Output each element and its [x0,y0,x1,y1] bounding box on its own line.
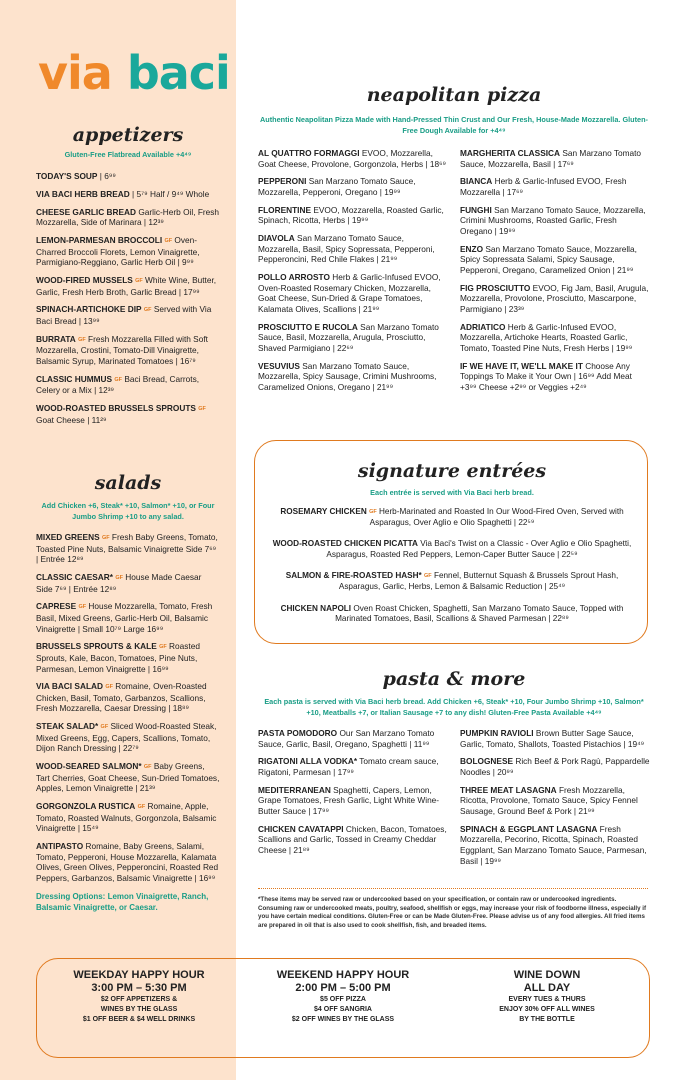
menu-item [460,785,650,817]
menu-item [258,148,448,169]
pizza-title: neapolitan pizza [366,84,542,106]
pizza-section [258,84,650,400]
entrees-list [272,507,632,625]
hh-line: $4 OFF SANGRIA [314,1006,372,1013]
menu-item-desc: Herb & Garlic-Infused EVOO, Fresh Mozzarella | 17⁶⁹ [460,176,627,197]
menu-item [460,283,650,315]
menu-item [258,233,448,265]
menu-item [36,189,220,200]
pasta-note: Each pasta is served with Via Baci herb bread. Add Chicken +6, Steak* +10, Four Jumbo Shrimp +10, Salmon* +10, Meatballs +7, or Italian Sausage +7 to any dish! Gluten-Free Pasta Available +4⁴⁹ [264,697,644,717]
menu-item-name: POLLO ARROSTO [258,272,330,283]
gluten-free-badge: GF [424,573,432,580]
pasta-title: pasta & more [382,668,526,690]
menu-item-name: PROSCIUTTO E RUCOLA [258,321,358,332]
gluten-free-badge: GF [135,277,143,284]
menu-item-name: MEDITERRANEAN [258,784,331,795]
menu-item [36,374,220,396]
gluten-free-badge: GF [369,509,377,515]
menu-item [258,785,448,817]
menu-item [36,841,220,883]
menu-item-name: WOOD-ROASTED CHICKEN PICATTA [272,539,418,549]
menu-item-desc: Goat Cheese | 11²⁹ [36,414,107,425]
menu-item-desc: House Made Caesar Side 7⁶⁹ | Entrée 12⁸⁹ [36,571,202,594]
happy-hour-box [36,958,650,1058]
menu-item-name: VIA BACI HERB BREAD [36,188,130,199]
brand-logo [38,46,230,100]
happy-hour-weekday [37,959,241,1057]
menu-item-name: ANTIPASTO [36,841,84,852]
salads-list [36,532,220,884]
menu-item [36,304,220,326]
gluten-free-badge: GF [164,237,173,244]
menu-item-desc: Spaghetti, Capers, Lemon, Grape Tomatoes, Fresh Garlic, Light White Wine-Butter Sauce | 17⁹⁹ [258,784,440,816]
menu-item-name: BIANCA [460,176,493,187]
menu-item-desc: Via Baci's Twist on a Classic - Over Aglio e Olio Spaghetti, Asparagus, Roasted Red Peppers, Lemon-Caper Butter Sauce | 22⁵⁹ [326,539,632,559]
menu-item-desc: San Marzano Tomato Sauce, Mozzarella, Spicy Sausage, Crimini Mushrooms, Caramelized Onions, Oregano | 21⁹⁹ [258,360,437,392]
menu-item [460,361,650,393]
menu-item-name: PEPPERONI [258,176,307,187]
menu-item-name: ROSEMARY CHICKEN [280,507,367,516]
menu-item-name: MARGHERITA CLASSICA [460,148,561,158]
menu-item-desc: EVOO, Mozzarella, Roasted Garlic, Spinach, Ricotta, Herbs | 19⁹⁹ [258,204,444,226]
gluten-free-badge: GF [115,574,123,581]
menu-item-name: BRUSSELS SPROUTS & KALE [36,641,157,652]
menu-item-desc: Roasted Sprouts, Kale, Bacon, Tomatoes, Pine Nuts, Parmesan, Lemon Vinaigrette | 16⁹⁹ [36,641,200,674]
gluten-free-badge: GF [105,684,113,691]
appetizers-section [36,124,220,432]
menu-item-name: RIGATONI ALLA VODKA* [258,756,358,767]
salads-title: salads [94,472,162,494]
menu-item-name: FUNGHI [460,204,492,215]
hh-line: $5 OFF PIZZA [320,996,366,1003]
menu-item [258,361,448,393]
hh-title: WEEKEND HAPPY HOUR [276,969,410,981]
menu-item-name: CHEESE GARLIC BREAD [36,206,137,217]
menu-item-desc: Tomato cream sauce, Rigatoni, Parmesan | 17⁹⁹ [258,756,439,777]
menu-item-name: CAPRESE [36,601,77,612]
menu-item-desc: San Marzano Tomato Sauce, Basil, Mozzarella, Arugula, Prosciutto, Shaved Parmigiano | 22⁶⁹ [258,321,439,353]
menu-item [272,604,632,625]
menu-item [460,824,650,866]
menu-item-desc: Herb & Garlic-Infused EVOO, Mozzarella, Artichoke Hearts, Roasted Garlic, Tomato, Toasted Pine Nuts, Fresh Herbs | 19⁹⁹ [460,321,633,353]
hh-time: ALL DAY [523,982,571,994]
menu-item-name: WOOD-SEARED SALMON* [36,761,142,772]
menu-item-name: ENZO [460,243,484,254]
menu-item-name: BURRATA [36,333,76,344]
menu-item [272,507,632,528]
gluten-free-badge: GF [143,307,152,314]
menu-item-desc: Herb-Marinated and Roasted In Our Wood-Fired Oven, Served with Asparagus, Over Aglio e Olio Spaghetti | 22⁵⁹ [369,507,624,527]
menu-item [460,756,650,777]
hh-line: $2 OFF WINES BY THE GLASS [291,1016,395,1023]
menu-item [36,641,220,674]
hh-line: $1 OFF BEER & $4 WELL DRINKS [82,1016,196,1023]
menu-item-desc: San Marzano Tomato Sauce, Mozzarella, Basil, Spicy Sopressata, Pepperoni, Pepperoncini, Red Chile Flakes | 21⁹⁹ [258,233,435,265]
gluten-free-badge: GF [159,644,167,651]
menu-item [36,721,220,754]
menu-item-name: TODAY'S SOUP [36,171,98,181]
happy-hour-weekend [241,959,445,1057]
menu-item-desc: Rich Beef & Pork Ragù, Pappardelle Noodles | 20⁹⁹ [460,756,650,777]
menu-item-desc: Fresh Baby Greens, Tomato, Toasted Pine Nuts, Balsamic Vinaigrette Side 7⁶⁹ | Entrée 12⁸⁹ [36,532,218,565]
menu-item-name: SPINACH & EGGPLANT LASAGNA [460,823,598,834]
menu-item [460,244,650,276]
menu-item-desc: Served with Via Baci Bread | 13⁹⁹ [36,304,212,326]
menu-item-name: FLORENTINE [258,204,312,215]
menu-item [272,539,632,560]
gluten-free-badge: GF [78,604,87,611]
menu-item [36,761,220,794]
salads-note: Add Chicken +6, Steak* +10, Salmon* +10, or Four Jumbo Shrimp +10 to any salad. [41,501,215,521]
menu-item-desc: Romaine, Apple, Tomato, Roasted Walnuts, Gorgonzola, Balsamic Vinaigrette | 15⁴⁹ [36,801,217,834]
menu-item-desc: | 6⁹⁹ [97,171,116,181]
brand-via: via [38,46,112,100]
menu-item-name: SALMON & FIRE-ROASTED HASH* [285,571,422,581]
menu-item [36,532,220,565]
hh-line: $2 OFF APPETIZERS & [100,996,178,1003]
menu-item-name: FIG PROSCIUTTO [460,282,531,293]
entrees-section [272,460,632,636]
appetizers-title: appetizers [72,124,184,146]
menu-item-desc: White Wine, Butter, Garlic, Fresh Herb Broth, Garlic Bread | 17⁹⁹ [36,274,217,297]
menu-item-desc: San Marzano Tomato Sauce, Mozzarella, Basil | 17⁶⁹ [460,148,642,169]
menu-item [460,322,650,354]
menu-item-desc: Choose Any Toppings To Make it Your Own | 16⁹⁹ Add Meat +3⁹⁹ Cheese +2⁹⁹ or Veggies +2⁴⁹ [460,360,632,392]
menu-item [460,728,650,749]
menu-item-name: GORGONZOLA RUSTICA [36,801,136,812]
menu-item-desc: Herb & Garlic-Infused EVOO, Oven-Roasted Rosemary Chicken, Mozzarella, Goat Cheese, Sun-Dried & Grape Tomatoes, Kalamata Olives, Scallions | 21⁹⁹ [258,272,441,314]
menu-item [36,275,220,297]
menu-item-desc: Romaine, Baby Greens, Salami, Tomato, Pepperoni, House Mozzarella, Kalamata Olives, Green Olives, Pepperoncini, Roasted Red Peppers, Garbanzos, Balsamic Vinaigrette | 16⁹⁹ [36,841,219,883]
menu-item [36,801,220,834]
pasta-list-left [258,728,448,873]
wine-down [445,959,649,1057]
menu-item [36,207,220,228]
menu-item [36,572,220,594]
menu-item-desc: San Marzano Tomato Sauce, Mozzarella, Spicy Sopressata Salami, Spicy Sausage, Pepperoni, Oregano, Caramelized Onion | 21⁹⁹ [460,243,637,275]
entrees-note: Each entrée is served with Via Baci herb bread. [370,488,534,497]
gluten-free-badge: GF [114,376,123,383]
menu-item-desc: Sliced Wood-Roasted Steak, Mixed Greens, Egg, Capers, Scallions, Tomato, Dijon Ranch Dressing | 22⁷⁹ [36,721,217,754]
menu-item [460,205,650,237]
menu-item-desc: | 5⁷⁹ Half / 9⁴⁹ Whole [129,188,210,199]
menu-item-desc: EVOO, Mozzarella, Goat Cheese, Provolone, Gorgonzola, Herbs | 18⁶⁹ [258,148,447,169]
menu-item-desc: EVOO, Fig Jam, Basil, Arugula, Mozzarella, Provolone, Prosciutto, Mascarpone, Parmigiano | 23³⁹ [460,282,649,314]
menu-item [258,824,448,856]
appetizers-note: Gluten-Free Flatbread Available +4⁴⁹ [64,150,192,159]
menu-item [36,171,220,182]
menu-item-name: WOOD-FIRED MUSSELS [36,274,133,285]
pizza-list-left [258,148,448,400]
gluten-free-badge: GF [198,406,206,412]
pasta-list-right [460,728,650,873]
menu-item-desc: Baci Bread, Carrots, Celery or a Mix | 12³⁹ [36,373,200,396]
menu-item-name: SPINACH-ARTICHOKE DIP [36,304,142,315]
appetizers-list [36,171,220,425]
menu-item-desc: Brown Butter Sage Sauce, Garlic, Tomato, Shallots, Toasted Pistachios | 19⁴⁹ [460,728,645,749]
hh-line: ENJOY 30% OFF ALL WINES [499,1006,595,1013]
menu-item [36,601,220,634]
disclaimer-divider [258,888,648,889]
menu-item-name: CHICKEN CAVATAPPI [258,823,344,834]
menu-item-desc: San Marzano Tomato Sauce, Mozzarella, Pepperoni, Oregano | 19⁹⁹ [258,176,416,197]
menu-item [258,728,448,749]
menu-item-name: AL QUATTRO FORMAGGI [258,148,360,158]
menu-item-desc: House Mozzarella, Tomato, Fresh Basil, Mixed Greens, Garlic-Herb Oil, Balsamic Vinaigrette | Small 10⁷⁹ Large 16⁹⁹ [36,601,213,634]
menu-item-desc: Oven-Charred Broccoli Florets, Lemon Vinaigrette, Parmigiano-Reggiano, Garlic Herb Oil | 9⁹⁹ [36,234,200,268]
menu-item [258,322,448,354]
menu-item-name: DIAVOLA [258,233,295,244]
disclaimer: *These items may be served raw or undercooked based on your specification, or contain raw or undercooked ingredients. Consuming raw or undercooked meats, poultry, seafood, shellfish or eggs, may increase your risk of foodborne illness, especially if you have certain medical conditions. Gluten-Free or can be Made Gluten-Free. Please advise us of any food allergies. All fried items are prepared in oil that is also used to cook shellfish, fish, and breaded items. [258,896,647,929]
dressing-options: Dressing Options: Lemon Vinaigrette, Ranch, Balsamic Vinaigrette, or Caesar. [36,891,209,912]
menu-item-name: CLASSIC HUMMUS [36,373,113,384]
hh-time: 3:00 PM – 5:30 PM [91,982,187,994]
hh-time: 2:00 PM – 5:00 PM [295,982,391,994]
menu-item [36,403,220,425]
menu-item-name: VIA BACI SALAD [36,681,103,692]
hh-line: EVERY TUES & THURS [508,996,586,1003]
menu-item-desc: Fresh Mozzarella, Ricotta, Provolone, Tomato Sauce, Spicy Fennel Sausage, Ground Beef & Pork | 21⁹⁹ [460,784,638,816]
menu-item-name: ADRIATICO [460,321,506,332]
gluten-free-badge: GF [143,764,152,771]
menu-item [36,334,220,367]
menu-item-desc: Fresh Mozzarella, Pecorino, Ricotta, Spinach, Roasted Eggplant, San Marzano Tomato Sauce, Parmesan, Basil | 19⁹⁹ [460,823,647,866]
menu-item-name: CHICKEN NAPOLI [280,603,352,613]
entrees-title: signature entrées [357,460,547,482]
menu-item-desc: Fresh Mozzarella Filled with Soft Mozzarella, Crostini, Tomato-Dill Vinaigrette, Balsamic Syrup, Marinated Tomatoes | 16⁷⁹ [36,333,208,366]
menu-item-name: LEMON-PARMESAN BROCCOLI [36,234,163,245]
menu-item-desc: Our San Marzano Tomato Sauce, Garlic, Basil, Oregano, Spaghetti | 11⁹⁹ [258,728,435,749]
menu-item [460,176,650,197]
menu-item-desc: Baby Greens, Tart Cherries, Goat Cheese, Sun-Dried Tomatoes, Apples, Lemon Vinaigrette | 21³⁹ [36,761,220,794]
menu-item-desc: Romaine, Oven-Roasted Chicken, Basil, Tomato, Garbanzos, Scallions, Fresh Mozzarella, Caesar Dressing | 18⁸⁹ [36,681,207,714]
hh-title: WEEKDAY HAPPY HOUR [73,969,205,981]
gluten-free-badge: GF [101,535,110,541]
menu-item [258,205,448,226]
menu-item [460,148,650,169]
menu-item-name: BOLOGNESE [460,756,514,767]
menu-item-name: PASTA POMODORO [258,728,338,738]
menu-item [36,681,220,714]
pizza-note: Authentic Neapolitan Pizza Made with Hand-Pressed Thin Crust and Our Fresh, House-Made Mozzarella. Gluten-Free Dough Available for +4⁴⁹ [259,115,648,135]
menu-item-name: VESUVIUS [258,360,300,371]
menu-item [258,176,448,197]
menu-item [258,756,448,777]
menu-item-name: IF WE HAVE IT, WE'LL MAKE IT [460,360,583,371]
menu-item-desc: Garlic-Herb Oil, Fresh Mozzarella, Side of Marinara | 12³⁹ [36,206,220,228]
menu-item-name: PUMPKIN RAVIOLI [460,728,534,738]
hh-line: BY THE BOTTLE [519,1016,575,1023]
brand-baci: baci [126,46,230,100]
menu-item-name: WOOD-ROASTED BRUSSELS SPROUTS [36,403,196,413]
menu-item [272,571,632,592]
menu-item-name: CLASSIC CAESAR* [36,571,113,582]
hh-line: WINES BY THE GLASS [100,1006,178,1013]
menu-item-desc: Oven Roast Chicken, Spaghetti, San Marzano Tomato Sauce, Topped with Marinated Tomatoes, Basil, Scallions & Shaved Parmesan | 22⁸⁹ [335,603,624,624]
menu-item-desc: Fennel, Butternut Squash & Brussels Sprout Hash, Asparagus, Garlic, Herbs, Lemon & Balsamic Reduction | 25⁴⁹ [338,571,619,591]
menu-item-desc: San Marzano Tomato Sauce, Mozzarella, Crimini Mushrooms, Roasted Garlic, Fresh Oregano | 19⁹⁹ [460,204,646,236]
menu-item [36,235,220,268]
gluten-free-badge: GF [78,336,86,343]
menu-item-name: THREE MEAT LASAGNA [460,784,557,795]
menu-item-name: STEAK SALAD* [36,721,99,732]
pasta-section [258,668,650,873]
hh-title: WINE DOWN [513,969,581,981]
menu-item [258,272,448,314]
salads-section [36,472,220,913]
gluten-free-badge: GF [137,804,146,811]
gluten-free-badge: GF [100,724,109,731]
menu-item-desc: Chicken, Bacon, Tomatoes, Scallions and Garlic, Tossed in Creamy Cheddar Cheese | 21⁸⁹ [258,823,447,855]
menu-item-name: MIXED GREENS [36,532,100,542]
pizza-list-right [460,148,650,400]
